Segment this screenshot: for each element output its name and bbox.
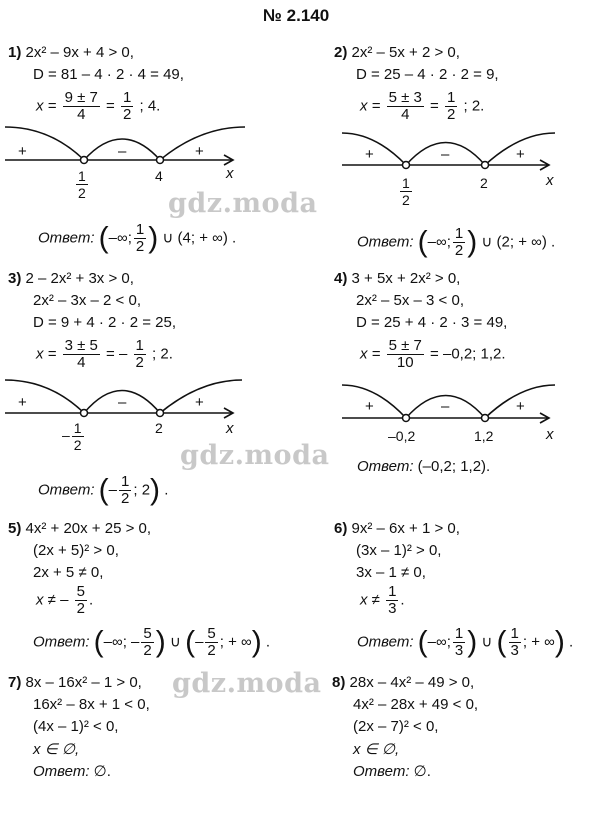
roots-line: x ≠ – $\frac{5}{2}$ .: [36, 583, 94, 617]
answer: Ответ: (–0,2; 1,2).: [357, 458, 491, 475]
problem-number: 1): [8, 44, 22, 61]
roots-line: x = $\frac{5 \pm 7}{10}$ = –0,2; 1,2.: [360, 337, 506, 371]
sign-plus: +: [195, 394, 204, 411]
answer: Ответ: (–∞; $\frac{1}{2}$ ) ∪ (2; + ∞) .: [357, 225, 556, 259]
roots-line: x = $\frac{9 \pm 7}{4}$ = $\frac{1}{2}$ ; 4.: [36, 89, 161, 123]
sign-minus: –: [441, 146, 450, 163]
line-2: 16x² – 8x + 1 < 0,: [33, 696, 150, 713]
open-point: [482, 415, 489, 422]
answer: Ответ: ∅.: [353, 763, 431, 780]
sign-minus: –: [118, 394, 127, 411]
answer: Ответ: (– $\frac{1}{2}$ ; 2) .: [38, 473, 169, 507]
line-2: 4x² – 28x + 49 < 0,: [353, 696, 479, 713]
sign-plus: +: [516, 146, 525, 163]
line-3: D = 9 + 4 · 2 · 2 = 25,: [33, 314, 176, 331]
line-3: (4x – 1)² < 0,: [33, 718, 119, 735]
line-4: x ∈ ∅,: [33, 741, 80, 758]
roots-line: x ≠ $\frac{1}{3}$ .: [360, 583, 405, 617]
tick-label: –0,2: [388, 428, 416, 444]
watermark: gdz.moda: [180, 440, 330, 471]
line-2: D = 25 – 4 · 2 · 2 = 9,: [356, 66, 499, 83]
sign-minus: –: [118, 143, 127, 160]
sign-plus: +: [18, 394, 27, 411]
page-title: № 2.140: [263, 6, 330, 25]
watermark: gdz.moda: [168, 188, 318, 219]
line-3: D = 25 + 4 · 2 · 3 = 49,: [356, 314, 508, 331]
fraction: $\frac{9 \pm 7}{4}$: [64, 89, 98, 123]
roots-line: x = $\frac{5 \pm 3}{4}$ = $\frac{1}{2}$ ; 2.: [360, 89, 485, 123]
tick-label: 2: [155, 420, 163, 436]
line-2: (2x + 5)² > 0,: [33, 542, 119, 559]
axis-label: x: [226, 165, 234, 182]
axis-label: x: [546, 426, 554, 443]
fraction: $\frac{1}{2}$: [122, 89, 132, 123]
line-2: 2x² – 5x – 3 < 0,: [356, 292, 464, 309]
line-1: 2x² – 9x + 4 > 0,: [25, 44, 134, 61]
tick-label: 2: [480, 175, 488, 191]
answer: Ответ: ∅.: [33, 763, 111, 780]
line-3: 3x – 1 ≠ 0,: [356, 564, 426, 581]
problem-number: 2): [334, 44, 348, 61]
axis-label: x: [226, 420, 234, 437]
answer: Ответ: (–∞; – $\frac{5}{2}$ ) ∪ (– $\frac{5}{2}$ ; + ∞) .: [33, 625, 271, 659]
sign-plus: +: [365, 146, 374, 163]
line-3: 2x + 5 ≠ 0,: [33, 564, 104, 581]
sign-minus: –: [441, 398, 450, 415]
line-3: (2x – 7)² < 0,: [353, 718, 439, 735]
roots-line: x = $\frac{3 \pm 5}{4}$ = – $\frac{1}{2}$ ; 2.: [36, 337, 173, 371]
sign-plus: +: [195, 143, 204, 160]
line-1: 2x² – 5x + 2 > 0,: [351, 44, 460, 61]
open-point: [403, 415, 410, 422]
line-2: 2x² – 3x – 2 < 0,: [33, 292, 141, 309]
sign-plus: +: [365, 398, 374, 415]
axis-label: x: [546, 172, 554, 189]
sign-plus: +: [516, 398, 525, 415]
sign-plus: +: [18, 143, 27, 160]
line-2: D = 81 – 4 · 2 · 4 = 49,: [33, 66, 184, 83]
line-2: (3x – 1)² > 0,: [356, 542, 442, 559]
answer: Ответ: (–∞; $\frac{1}{3}$ ) ∪ ( $\frac{1}{3}$ ; + ∞) .: [357, 625, 574, 659]
tick-label: – $\frac{1}{2}$: [62, 420, 82, 453]
tick-label: 1,2: [474, 428, 494, 444]
tick-label: $\frac{1}{2}$: [78, 168, 86, 201]
answer: Ответ: (–∞; $\frac{1}{2}$ ) ∪ (4; + ∞) .: [38, 221, 237, 255]
sign-arc: [342, 385, 406, 418]
watermark: gdz.moda: [172, 668, 322, 699]
tick-label: 4: [155, 168, 163, 184]
tick-label: $\frac{1}{2}$: [402, 175, 410, 208]
line-4: x ∈ ∅,: [353, 741, 400, 758]
